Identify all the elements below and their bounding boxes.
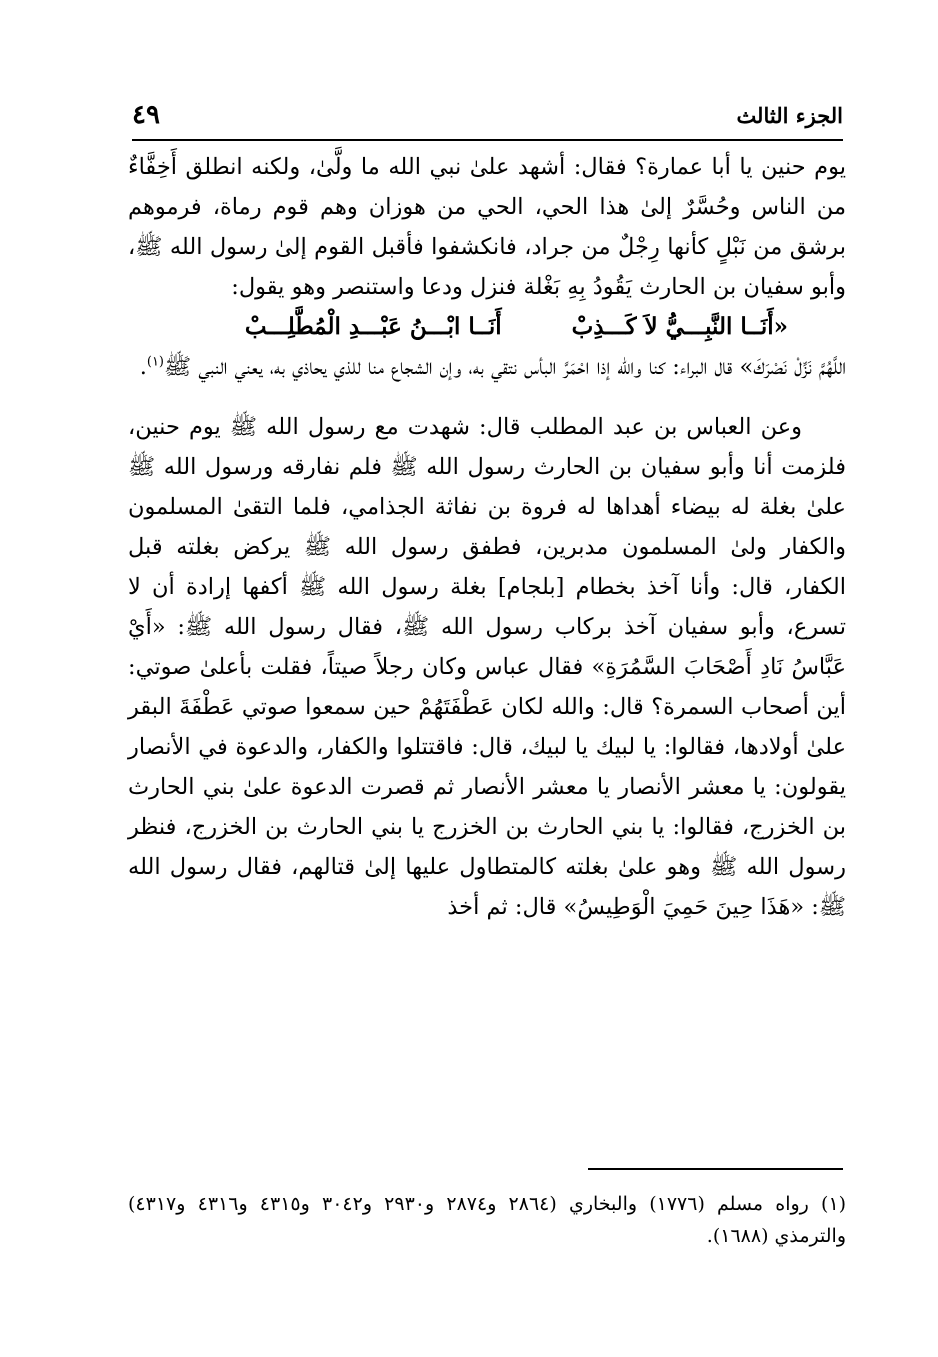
paragraph-abbas: وعن العباس بن عبد المطلب قال: شهدت مع رسول الله ﷺ يوم حنين، فلزمت أنا وأبو سفيان بن الحارث رسول الله ﷺ فلم نفارقه ورسول الله ﷺ علىٰ بغلة له بيضاء أهداها له فروة بن نفاثة الجذامي، فلما التقىٰ المسلمون والكفار ولىٰ المسلمون مدبرين، فطفق رسول الله ﷺ يركض بغلته قبل الكفار، قال: وأنا آخذ بخطام [بلجام] بغلة رسول الله ﷺ أكفها إرادة أن لا تسرع، وأبو سفيان آخذ بركاب رسول الله ﷺ، فقال رسول الله ﷺ: «أَيْ عَبَّاسُ نَادِ أَصْحَابَ السَّمُرَةِ» فقال عباس وكان رجلاً صيتاً، فقلت بأعلىٰ صوتي: أين أصحاب السمرة؟ قال: والله لكان عَطْفَتَهُمْ حين سمعوا صوتي عَطْفَةَ البقر علىٰ أولادها، فقالوا: يا لبيك يا لبيك، قال: فاقتتلوا والكفار، والدعوة في الأنصار يقولون: يا معشر الأنصار يا معشر الأنصار ثم قصرت الدعوة علىٰ بني الحارث بن الخزرج، فقالوا: يا بني الحارث بن الخزرج يا بني الحارث بن الخزرج، فنظر رسول الله ﷺ وهو علىٰ بغلته كالمتطاول عليها إلىٰ قتالهم، فقال رسول الله ﷺ: «هَذَا حِينَ حَمِيَ الْوَطِيسُ» قال: ثم أخذ [128, 414, 846, 920]
paragraph-intro-continued [128, 347, 846, 387]
page-number: ٤٩ [132, 100, 160, 130]
header-divider [132, 139, 843, 141]
page-header [132, 98, 843, 132]
footnote-divider [588, 1168, 843, 1170]
footnote-text: (١) رواه مسلم (١٧٧٦) والبخاري (٢٨٦٤ و٢٨٧٤ و٢٩٣٠ و٣٠٤٢ و٤٣١٥ و٤٣١٦ و٤٣١٧) والترمذي (١٦٨٨). [128, 1193, 847, 1247]
verse-first-hemistich: «أَنَــا النَّبِـــيُّ لاَ كَـــذِبْ [571, 313, 788, 340]
paragraph-intro-end: . [139, 354, 147, 380]
paragraph-intro: يوم حنين يا أبا عمارة؟ فقال: أشهد علىٰ نبي الله ما ولَّىٰ، ولكنه انطلق أَخِفَّاءٌ من الناس وحُسَّرٌ إلىٰ هذا الحي، الحي من هوزان وهم قوم رماة، فرموهم برشق من نَبْلٍ كأنها رِجْلٌ من جراد، فانكشفوا فأقبل القوم إلىٰ رسول الله ﷺ، وأبو سفيان بن الحارث يَقُودُ بِهِ بَغْلة فنزل ودعا واستنصر وهو يقول: [128, 154, 846, 300]
main-text [128, 147, 846, 927]
running-title: الجزء الثالث [736, 102, 843, 128]
footnote-reference[interactable]: (١) [146, 354, 164, 370]
footnote [128, 1188, 846, 1252]
paragraph-intro-continued-text: اللَّهُمَّ نَزِّلْ نَصْرَكَ» قال البراء: كنا والله إذا احْمَرَّ البأس نتقي به، وإن الشجاع منا للذي يحاذي به، يعني النبي ﷺ [164, 354, 846, 380]
verse-second-hemistich: أَنَــا ابْـــنُ عَبْـــدِ الْمُطَّلِـــبْ [244, 313, 502, 340]
verse-line [128, 307, 846, 347]
